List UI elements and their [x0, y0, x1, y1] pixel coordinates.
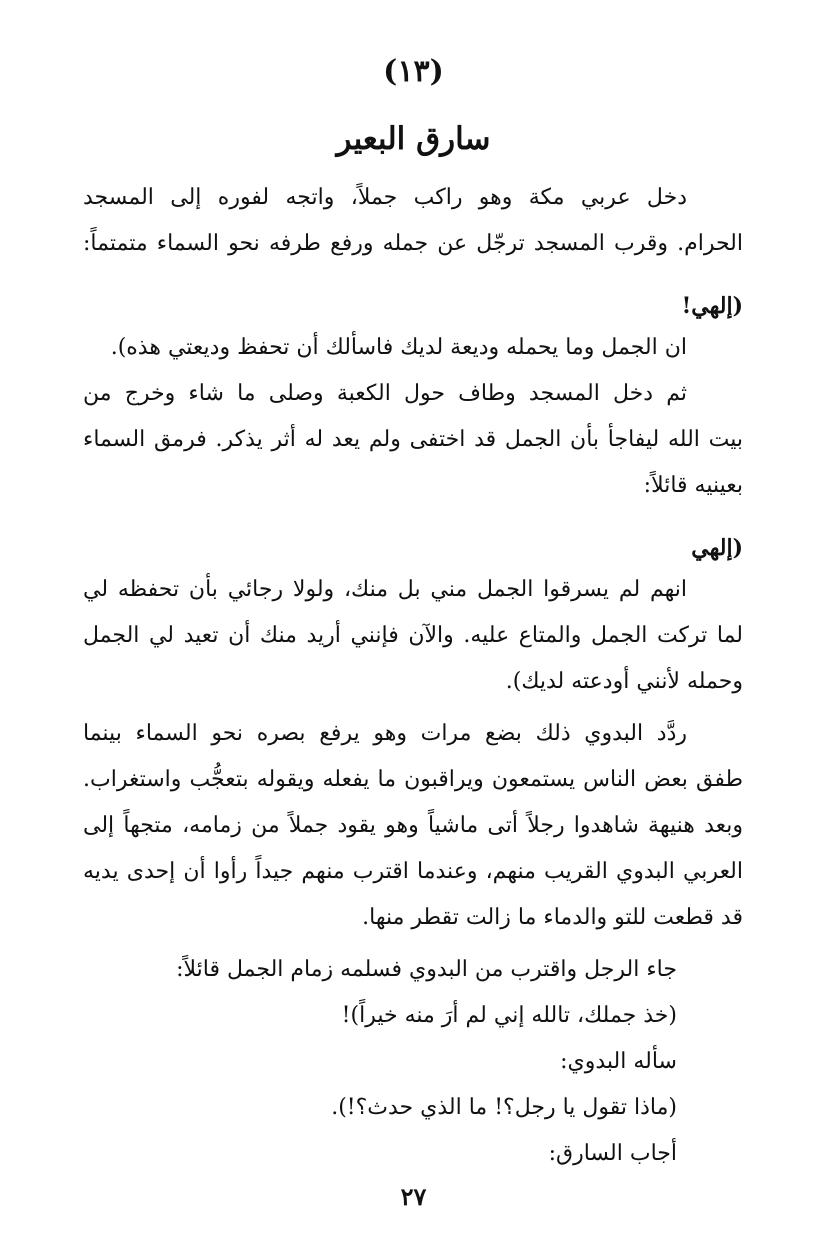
paragraph-1-line-2: الحرام. وقرب المسجد ترجّل عن جمله ورفع طرفه نحو السماء متمتماً:: [83, 231, 743, 256]
dialogue-line-1: جاء الرجل واقترب من البدوي فسلمه زمام الجمل قائلاً:: [176, 957, 677, 982]
dialogue-line-5: أجاب السارق:: [548, 1141, 677, 1166]
paragraph-2-line-3: بعينيه قائلاً:: [643, 473, 743, 498]
paragraph-1-line-1: دخل عربي مكة وهو راكب جملاً، واتجه لفوره إلى المسجد: [83, 185, 687, 210]
dialogue-line-4: (ماذا تقول يا رجل؟! ما الذي حدث؟!).: [331, 1095, 677, 1120]
prayer-2-line-2: لما تركت الجمل والمتاع عليه. والآن فإنني أريد منك أن تعيد لي الجمل: [83, 623, 743, 648]
prayer-1-heading: (إلهي!: [681, 293, 743, 319]
page-number: ٢٧: [400, 1182, 427, 1211]
prayer-1-line: ان الجمل وما يحمله وديعة لديك فاسألك أن تحفظ وديعتي هذه).: [110, 335, 687, 360]
paragraph-3-line-4: العربي البدوي القريب منهم، وعندما اقترب منهم جيداً رأوا أن إحدى يديه: [83, 859, 743, 884]
paragraph-3-line-1: ردَّد البدوي ذلك بضع مرات وهو يرفع بصره نحو السماء بينما: [83, 721, 687, 746]
dialogue-line-2: (خذ جملك، تالله إني لم أرَ منه خيراً)!: [341, 1003, 677, 1028]
paragraph-2-line-2: بيت الله ليفاجأ بأن الجمل قد اختفى ولم يعد له أثر يذكر. فرمق السماء: [83, 427, 743, 452]
paragraph-3-line-5: قد قطعت للتو والدماء ما زالت تقطر منها.: [362, 905, 743, 930]
chapter-title: سارق البعير: [336, 121, 491, 157]
paragraph-3-line-3: وبعد هنيهة شاهدوا رجلاً أتى ماشياً وهو يقود جملاً من زمامه، متجهاً إلى: [83, 813, 743, 838]
prayer-2-heading: (إلهي: [691, 535, 743, 561]
chapter-number: (١٣): [383, 54, 444, 89]
prayer-2-line-1: انهم لم يسرقوا الجمل مني بل منك، ولولا رجائي بأن تحفظه لي: [83, 577, 687, 602]
dialogue-line-3: سأله البدوي:: [560, 1049, 677, 1074]
prayer-2-line-3: وحمله لأنني أودعته لديك).: [505, 669, 743, 694]
paragraph-3-line-2: طفق بعض الناس يستمعون ويراقبون ما يفعله ويقوله بتعجُّب واستغراب.: [83, 767, 743, 792]
paragraph-2-line-1: ثم دخل المسجد وطاف حول الكعبة وصلى ما شاء وخرج من: [83, 381, 687, 406]
